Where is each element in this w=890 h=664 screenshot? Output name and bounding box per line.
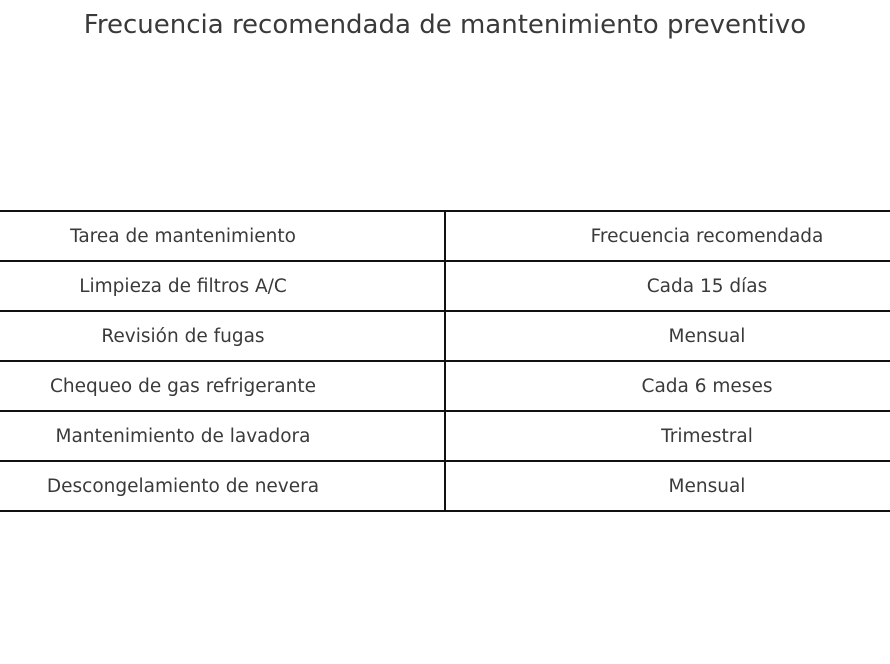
header-cell-task: Tarea de mantenimiento: [0, 211, 445, 261]
table-row: [0, 261, 890, 311]
table-row: [0, 361, 890, 411]
table-title: Frecuencia recomendada de mantenimiento preventivo: [83, 10, 807, 40]
table-row: [0, 461, 890, 511]
maintenance-table-container: [0, 210, 890, 512]
frequency-cell: Mensual: [445, 311, 890, 361]
task-cell: Chequeo de gas refrigerante: [0, 361, 445, 411]
task-cell: Revisión de fugas: [0, 311, 445, 361]
table-row: [0, 411, 890, 461]
maintenance-table: [0, 210, 890, 512]
frequency-cell: Trimestral: [445, 411, 890, 461]
task-cell: Descongelamiento de nevera: [0, 461, 445, 511]
frequency-cell: Cada 6 meses: [445, 361, 890, 411]
header-cell-frequency: Frecuencia recomendada: [445, 211, 890, 261]
task-cell: Mantenimiento de lavadora: [0, 411, 445, 461]
frequency-cell: Mensual: [445, 461, 890, 511]
table-row: [0, 311, 890, 361]
frequency-cell: Cada 15 días: [445, 261, 890, 311]
task-cell: Limpieza de filtros A/C: [0, 261, 445, 311]
table-header-row: [0, 211, 890, 261]
